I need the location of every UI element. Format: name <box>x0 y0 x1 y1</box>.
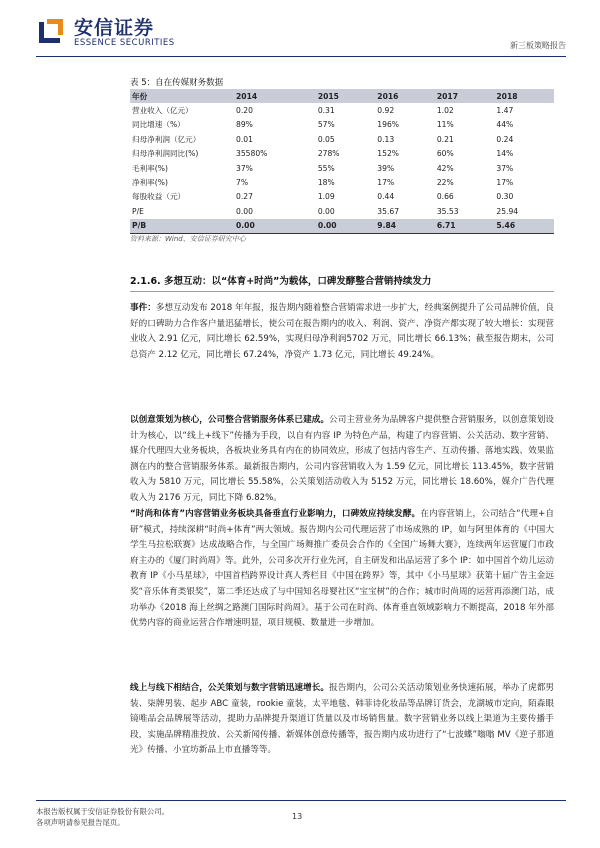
row-label: 归母净利润（亿元） <box>132 134 201 144</box>
table-cell: 1.47 <box>496 106 514 116</box>
paragraph-lead: 线上与线下相结合，公关策划与数字营销迅速增长。 <box>130 683 330 693</box>
section-heading: 2.1.6. 多想互动：以“体育+时尚”为载体，口碑发酵整合营销持续发力 <box>130 276 432 287</box>
table-cell: 14% <box>496 149 514 159</box>
table-cell: 35.67 <box>377 206 400 216</box>
table-cell: 196% <box>377 120 400 130</box>
table-cell: 35580% <box>236 149 268 159</box>
column-header: 2018 <box>494 89 554 103</box>
table-cell: 0.00 <box>234 219 316 234</box>
table-cell: 18% <box>317 178 335 188</box>
company-logo-english: ESSENCE SECURITIES <box>74 38 175 48</box>
table-cell: 17% <box>496 178 514 188</box>
footer-disclaimer <box>36 806 169 828</box>
table-row <box>130 175 554 189</box>
table-cell: 39% <box>377 163 395 173</box>
table-cell: 278% <box>317 149 340 159</box>
footer-statement-note: 各项声明请参见报告尾页。 <box>36 818 125 827</box>
footer-divider <box>36 800 566 801</box>
page-number: 13 <box>292 812 303 821</box>
table-cell: 1.02 <box>436 106 454 116</box>
table-cell: 6.71 <box>435 219 495 234</box>
table-row <box>130 161 554 175</box>
table-cell: 0.92 <box>377 106 395 116</box>
table-row <box>130 219 554 234</box>
table-cell: 0.00 <box>317 206 335 216</box>
row-label: 毛利率(%) <box>132 163 168 173</box>
paragraph-lead: 以创意策划为核心，公司整合营销服务体系已建成。 <box>130 415 330 425</box>
table-row <box>130 103 554 117</box>
table-cell: 11% <box>436 120 454 130</box>
table-cell: 0.31 <box>317 106 335 116</box>
table-title: 表 5：自在传媒财务数据 <box>130 78 224 88</box>
table-cell: 0.24 <box>496 134 514 144</box>
page-header <box>0 0 600 58</box>
paragraph-integrated-marketing <box>130 413 554 507</box>
table-cell: 0.00 <box>316 219 375 234</box>
table-cell: 5.46 <box>494 219 554 234</box>
column-header: 2015 <box>316 89 375 103</box>
table-cell: 35.53 <box>436 206 459 216</box>
essence-logo-icon <box>36 16 66 46</box>
company-logo-text: 安信证券 <box>74 17 155 39</box>
row-label: 归母净利润同比(%) <box>132 149 199 159</box>
row-label: 净利率(%) <box>132 178 168 188</box>
paragraph-lead: 事件： <box>130 303 156 313</box>
table-cell: 0.01 <box>236 134 253 144</box>
table-cell: 55% <box>317 163 335 173</box>
column-header: 2017 <box>435 89 495 103</box>
footer-copyright: 本报告版权属于安信证券股份有限公司。 <box>36 807 170 816</box>
paragraph-body: 报告期内，公司公关活动策划业务快速拓展，举办了虎都男装、柒牌男装、起步 ABC 童装，rookie 童装，太平地毯、韩菲诗化妆品等品牌订货会，龙湖城市定向，陌森眼镜唯品会品牌展等活动，提助力品牌提升渠道订货量以及市场销售量。数字营销业务以线上渠道为主要传播手段，实施品牌精准投放、公关新闻传播、新媒体创意传播等，报告期内成功进行了“七波蝶”嗡嗡 MV《逆子那道光》传播、小宜坊新品上市直播等等。 <box>130 683 554 756</box>
paragraph-online-offline <box>130 681 554 759</box>
table-cell: 17% <box>377 178 395 188</box>
table-cell: 7% <box>236 178 249 188</box>
paragraph-body: 多想互动发布 2018 年年报，报告期内随着整合营销需求进一步扩大，经典案例提升了公司品牌价值，良好的口碑助力合作客户量迅猛增长，使公司在报告期内的收入、利润、资产、净资产都实现了较大增长：实现营业收入 2.91 亿元，同比增长 62.59%，实现归母净利润5702 万元，同比增长 66.13%；截至报告期末，公司总资产 2.12 亿元，同比增长 67.24%，净资产 1.73 亿元，同比增长 49.24%。 <box>130 303 554 360</box>
table-row <box>130 204 554 218</box>
table-source-note: 资料来源：Wind、安信证券研究中心 <box>130 235 246 243</box>
table-cell: 0.00 <box>236 206 253 216</box>
table-row <box>130 118 554 132</box>
row-label: P/B <box>130 219 234 234</box>
table-cell: 0.13 <box>377 134 395 144</box>
report-name: 新三板策略报告 <box>510 41 566 50</box>
row-label: 同比增速（%） <box>132 120 185 130</box>
section-divider <box>130 291 554 292</box>
row-label: 每股收益（元） <box>132 192 186 202</box>
table-cell: 152% <box>377 149 400 159</box>
table-row <box>130 147 554 161</box>
table-cell: 0.20 <box>236 106 253 116</box>
header-divider <box>36 56 566 57</box>
table-cell: 9.84 <box>375 219 435 234</box>
table-cell: 44% <box>496 120 514 130</box>
paragraph-lead: “时尚和体育”内容营销业务板块具备垂直行业影响力，口碑效应持续发酵。 <box>130 509 421 519</box>
paragraph-event <box>130 301 554 363</box>
row-label: P/E <box>132 206 144 216</box>
table-cell: 60% <box>436 149 454 159</box>
column-header: 年份 <box>130 89 234 103</box>
table-cell: 25.94 <box>496 206 519 216</box>
table-cell: 37% <box>236 163 253 173</box>
table-cell: 37% <box>496 163 514 173</box>
table-cell: 0.21 <box>436 134 454 144</box>
table-cell: 42% <box>436 163 454 173</box>
financial-data-table <box>130 89 554 234</box>
paragraph-body: 在内容营销上，公司结合“代理+自研”模式，持续深耕“时尚+体育”两大领域。报告期内公司代理运营了市场成熟的 IP，如与阿里体育的《中国大学生马拉松联赛》达成战略合作，与全国广场舞推广委员会合作的《全国广场舞大赛》，连续两年运营厦门市政府主办的《厦门时尚周》等。此外，公司多次开行业先河，自主研发和出品运营了多个 IP：如中国首个幼儿运动教育 IP《小马星球》，中国首档跨界设计真人秀栏目《中国在跨界》等，其中《小马星球》获第十届广告主金远奖“音乐体育类银奖”，第二季还达成了与中国知名母婴社区“宝宝树”的合作；城市时尚周的运营再添澳门站，成功举办《2018 海上丝绸之路澳门国际时尚周》。基于公司在时尚、体育垂直领域影响力不断提高，2018 年外部优势内容的商业运营合作增速明显，项目规模、数量进一步增加。 <box>130 509 555 629</box>
column-header: 2016 <box>375 89 435 103</box>
table-cell: 57% <box>317 120 335 130</box>
table-cell: 0.05 <box>317 134 335 144</box>
paragraph-content-marketing <box>130 507 554 632</box>
table-cell: 0.27 <box>236 192 253 202</box>
row-label: 营业收入（亿元） <box>132 106 193 116</box>
table-row <box>130 190 554 204</box>
table-cell: 1.09 <box>317 192 335 202</box>
table-cell: 22% <box>436 178 454 188</box>
table-cell: 89% <box>236 120 253 130</box>
table-header-row <box>130 89 554 103</box>
column-header: 2014 <box>234 89 316 103</box>
table-cell: 0.30 <box>496 192 514 202</box>
table-cell: 0.66 <box>436 192 454 202</box>
table-row <box>130 132 554 146</box>
paragraph-body: 公司主营业务为品牌客户提供整合营销服务，以创意策划设计为核心，以“线上+线下”传播为手段，以自有内容 IP 为特色产品，构建了内容营销、公关活动、数字营销、媒介代理四大业务板块，各板块业务具有内在的协同效应，形成了包括内容生产、互动传播、落地实践、效果监测在内的整合营销服务体系。最新报告期内，公司内容营销收入为 1.59 亿元，同比增长 113.45%，数字营销收入为 5810 万元，同比增长 55.58%，公关策划活动收入为 5152 万元，同比增长 18.60%，媒介广告代理收入为 2176 万元，同比下降 6.82%。 <box>130 415 554 503</box>
table-cell: 0.44 <box>377 192 395 202</box>
